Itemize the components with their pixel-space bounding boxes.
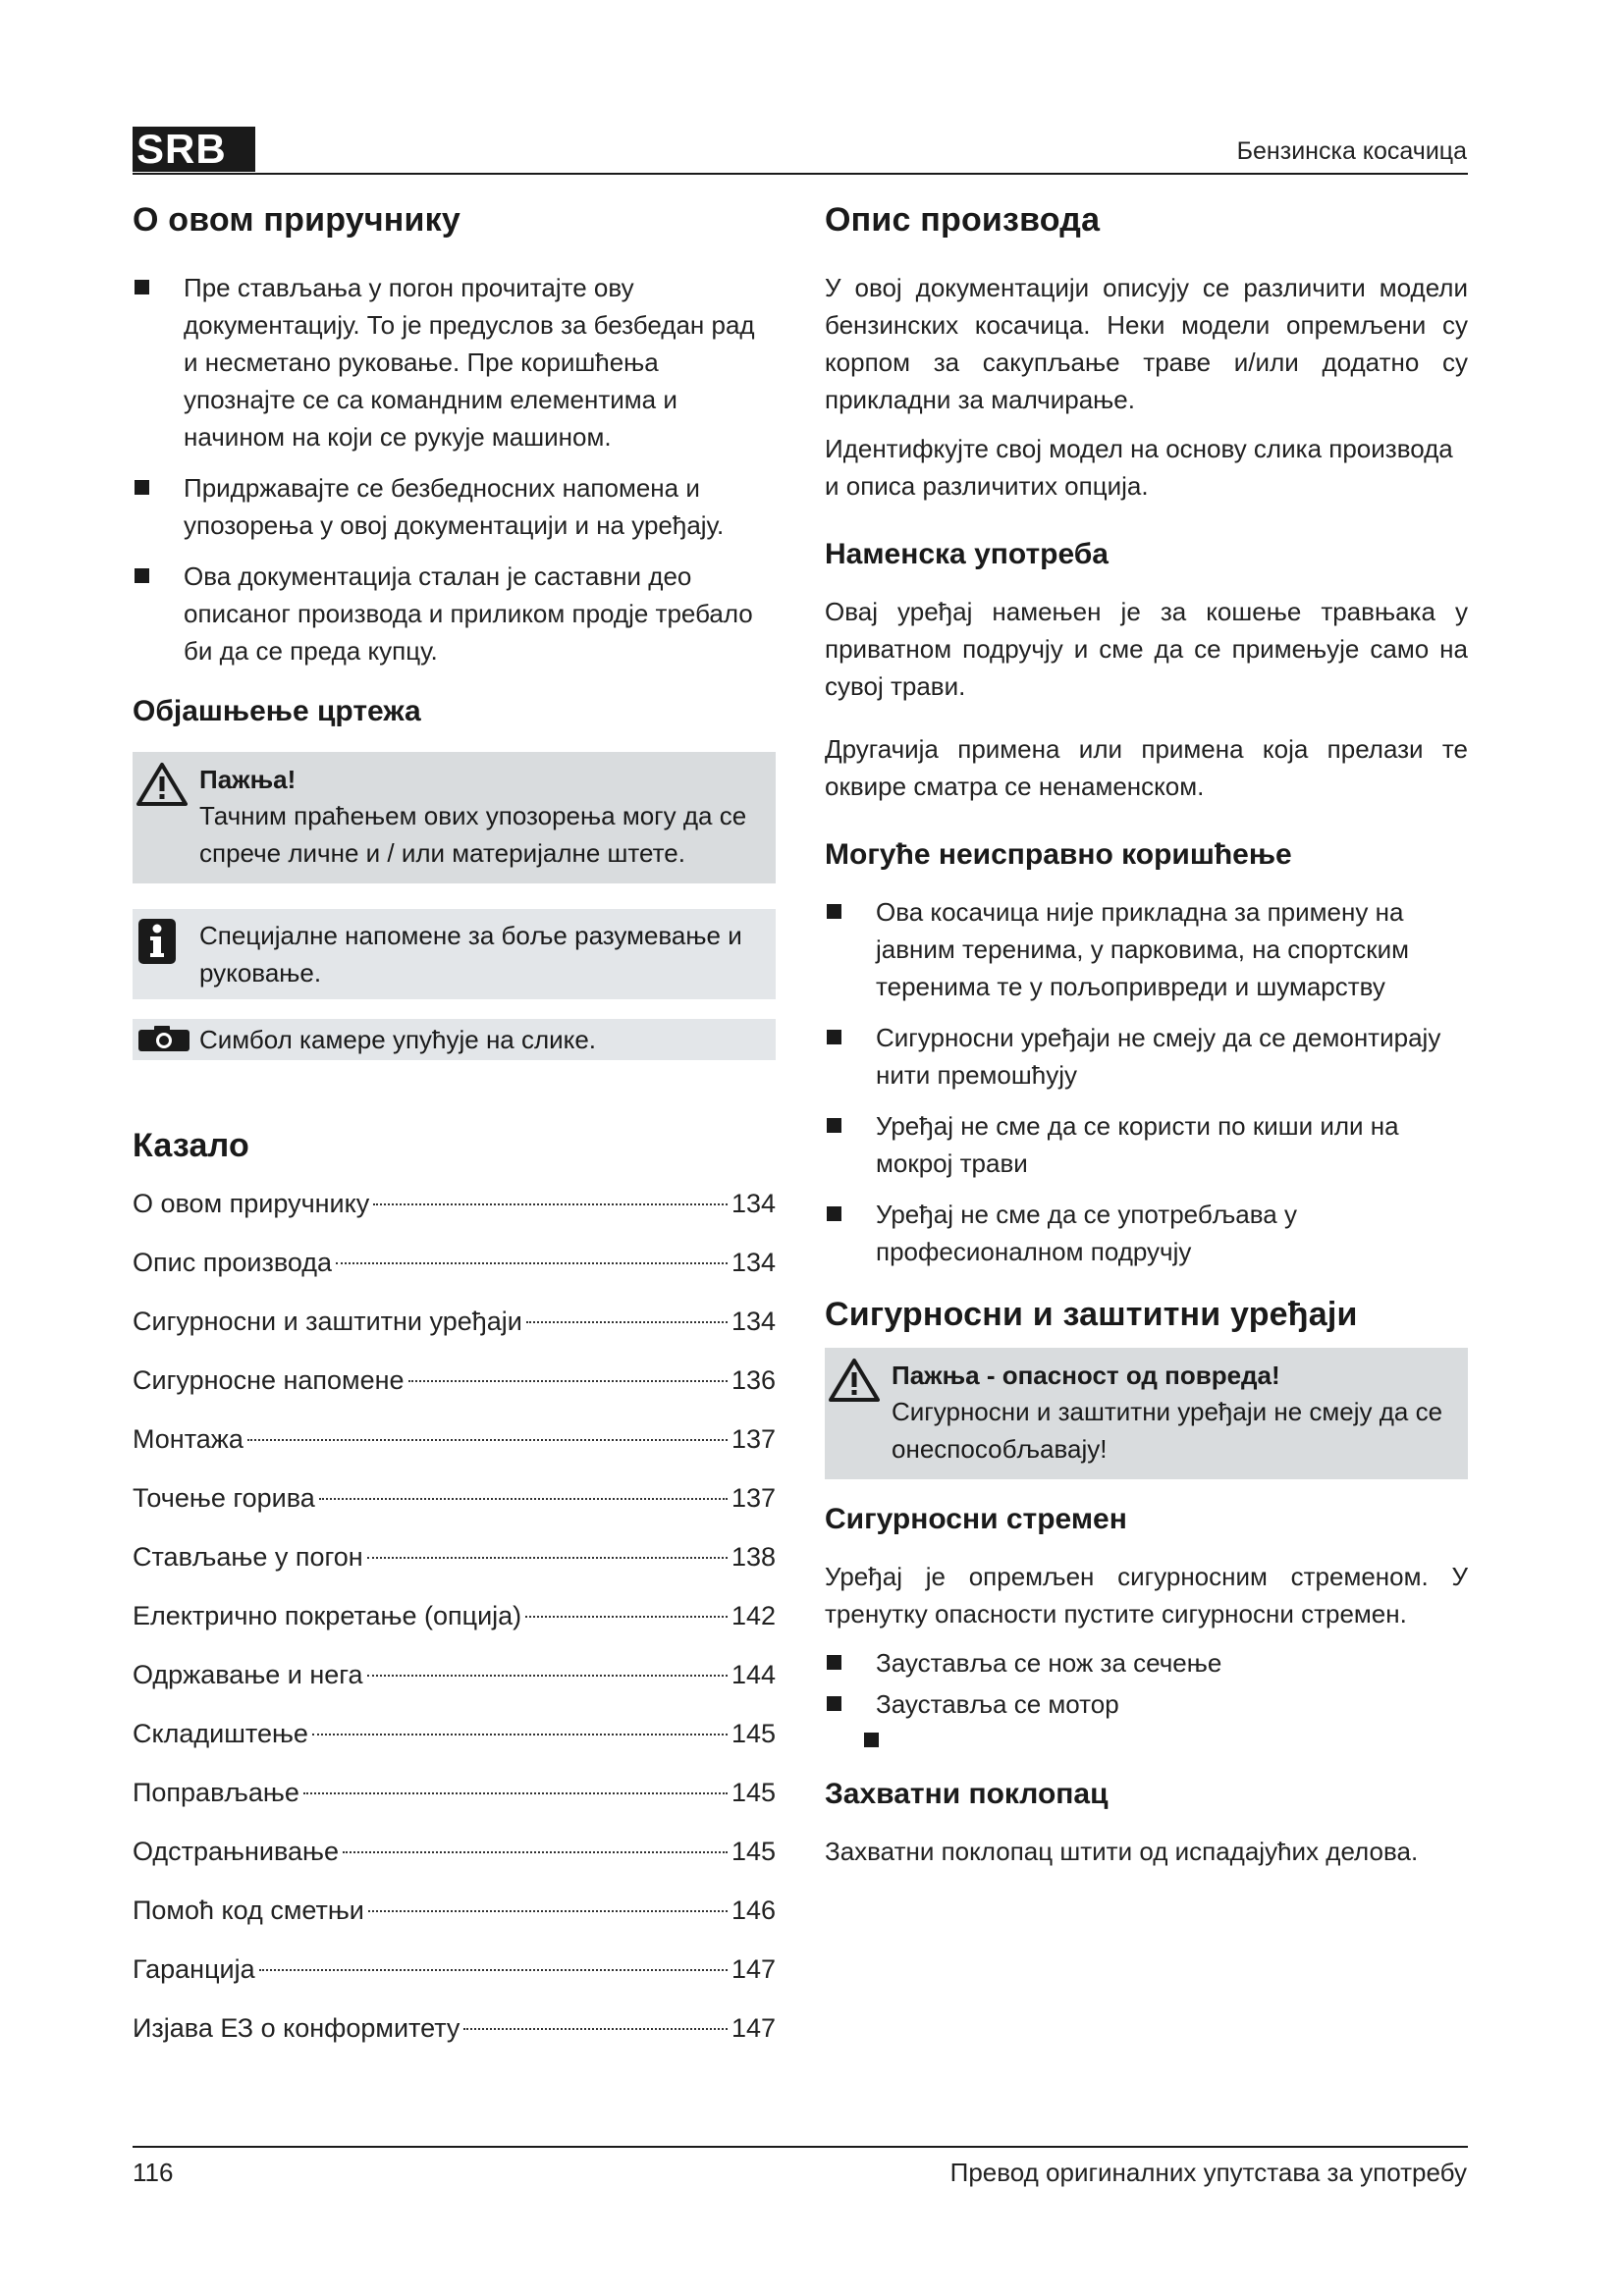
warning-triangle-icon [136, 762, 188, 807]
bullet-square-icon [135, 480, 149, 495]
toc-entry[interactable]: Сигурносне напомене 136 [133, 1365, 776, 1395]
list-item: Уређај не сме да се користи по киши или на мокрој трави [825, 1107, 1468, 1182]
intended-use-paragraph: Другачија примена или примена која прелази те оквире сматра се ненаменском. [825, 734, 1468, 801]
bullet-square-icon [135, 280, 149, 294]
intended-use-paragraph: Овај уређај намењен је за кошење травњака у приватном подручју и сме да се примењује само на сувој трави. [825, 597, 1468, 701]
toc-entry[interactable]: Монтажа 137 [133, 1424, 776, 1454]
legend-heading: Објашњење цртежа [133, 695, 421, 727]
camera-icon [136, 1025, 191, 1052]
toc-entry[interactable]: Одржавање и нега 144 [133, 1660, 776, 1689]
bullet-square-icon [827, 904, 841, 919]
header-title: Бензинска косачица [1236, 137, 1467, 165]
description-paragraph: Идентифкујте свој модел на основу слика производа и описа различитих опција. [825, 434, 1453, 501]
header-rule [133, 173, 1468, 175]
warning-title: Пажња - опасност од повреда! [892, 1361, 1280, 1390]
toc-entry[interactable]: О овом приручнику 134 [133, 1189, 776, 1218]
warning-text: Сигурносни и заштитни уређаји не смеју да се онеспособљавају! [892, 1397, 1443, 1464]
toc-entry[interactable]: Поправљање 145 [133, 1778, 776, 1807]
bullet-square-icon [827, 1118, 841, 1133]
stirrup-list [825, 1644, 1468, 1723]
toc-entry[interactable]: Одстрањнивање 145 [133, 1837, 776, 1866]
safety-warning-box [825, 1348, 1468, 1479]
misuse-heading: Могуће неисправно коришћење [825, 838, 1292, 871]
stirrup-heading: Сигурносни стремен [825, 1503, 1127, 1535]
right-column [825, 201, 1468, 1882]
about-list [133, 269, 776, 669]
toc-entry[interactable]: Стављање у погон 138 [133, 1542, 776, 1572]
list-item: Зауставља се мотор [825, 1685, 1468, 1723]
toc-entry[interactable]: Складиштење 145 [133, 1719, 776, 1748]
toc-entry[interactable]: Гаранција 147 [133, 1954, 776, 1984]
camera-text: Симбол камере упућује на слике. [199, 1025, 597, 1054]
description-paragraph: У овој документацији описују се различити модели бензинских косачица. Неки модели опремљени су корпом за сакупљање траве и/или додатно су прикладни за малчирање. [825, 273, 1468, 414]
warning-triangle-icon [829, 1358, 880, 1403]
bullet-square-icon [135, 568, 149, 583]
bullet-square-icon [864, 1733, 879, 1747]
intended-use-heading: Наменска употреба [825, 538, 1109, 570]
empty-list-item [825, 1727, 1468, 1756]
language-badge: SRB [133, 127, 255, 172]
safety-heading: Сигурносни и заштитни уређаји [825, 1296, 1358, 1333]
bullet-square-icon [827, 1030, 841, 1044]
list-item: Сигурносни уређаји не смеју да се демонтирају нити премошћују [825, 1019, 1468, 1094]
toc-entry[interactable]: Точење горива 137 [133, 1483, 776, 1513]
info-text: Специјалне напомене за боље разумевање и руковање. [199, 921, 742, 988]
list-item: Ова косачица није прикладна за примену на јавним теренима, у парковима, на спортским теренима те у пољопривреди и шумарству [825, 893, 1468, 1005]
list-item: Придржавајте се безбедносних напомена и упозорења у овој документацији и на уређају. [133, 469, 776, 544]
legend-warning-box [133, 752, 776, 883]
about-heading: О овом приручнику [133, 201, 460, 239]
page-number: 116 [133, 2158, 174, 2187]
toc-entry[interactable]: Помоћ код сметњи 146 [133, 1896, 776, 1925]
stirrup-paragraph: Уређај је опремљен сигурносним стременом. У тренутку опасности пустите сигурносни стремен. [825, 1562, 1468, 1629]
bullet-square-icon [827, 1206, 841, 1221]
bullet-square-icon [827, 1655, 841, 1670]
list-item: Зауставља се нож за сечење [825, 1644, 1468, 1682]
cover-heading: Захватни поклопац [825, 1778, 1109, 1810]
list-item: Ова документација сталан је саставни део описаног производа и приликом продје требало би да се преда купцу. [133, 558, 776, 669]
description-heading: Опис производа [825, 201, 1101, 239]
legend-camera-box [133, 1019, 776, 1060]
toc-entry[interactable]: Сигурносни и заштитни уређаји 134 [133, 1307, 776, 1336]
misuse-list [825, 893, 1468, 1270]
info-icon [138, 919, 176, 964]
cover-paragraph: Захватни поклопац штити од испадајућих делова. [825, 1837, 1419, 1866]
toc-entry[interactable]: Електрично покретање (опција) 142 [133, 1601, 776, 1630]
toc-entry[interactable]: Изјава ЕЗ о конформитету 147 [133, 2013, 776, 2043]
bullet-square-icon [827, 1696, 841, 1711]
table-of-contents [133, 1185, 776, 2068]
list-item: Пре стављања у погон прочитајте ову документацију. То је предуслов за безбедан рад и несметано руковање. Пре коришћења упознајте се са командним елементима и начином на који се рукује машином. [133, 269, 776, 455]
list-item: Уређај не сме да се употребљава у професионалном подручју [825, 1196, 1468, 1270]
footer-title: Превод оригиналних упутстава за употребу [949, 2158, 1467, 2187]
footer-rule [133, 2146, 1468, 2148]
toc-entry[interactable]: Опис производа 134 [133, 1248, 776, 1277]
warning-title: Пажња! [199, 765, 297, 794]
legend-info-box [133, 909, 776, 999]
toc-heading: Казало [133, 1127, 249, 1164]
left-column [133, 201, 776, 2068]
warning-text: Тачним праћењем ових упозорења могу да се спрече личне и / или материјалне штете. [199, 801, 747, 868]
